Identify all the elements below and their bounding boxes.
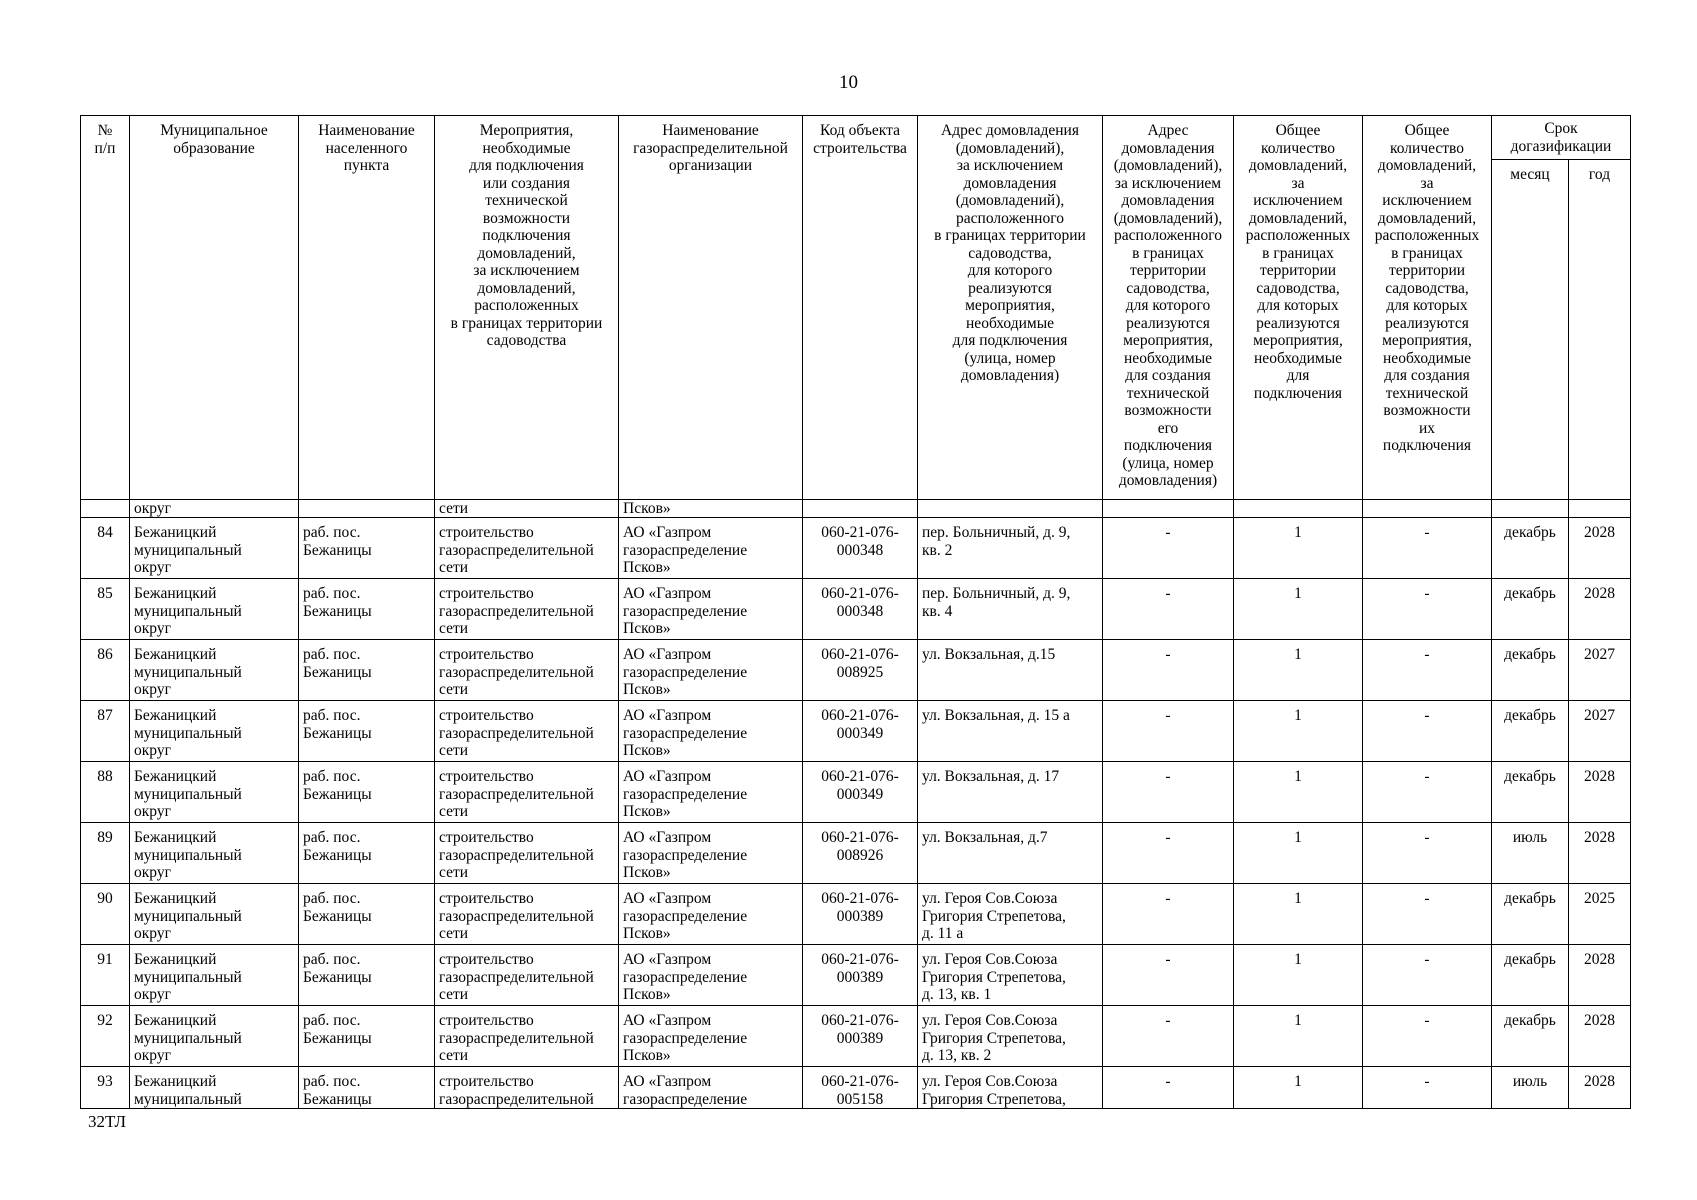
header-month: месяц: [1492, 160, 1569, 500]
cell-total-tech: -: [1363, 823, 1492, 884]
table-header: [81, 116, 1631, 500]
cell-municipality: Бежаницкий муниципальный округ: [130, 640, 299, 701]
cell-address: ул. Героя Сов.Союза Григория Стрепетова, д. 13, кв. 1: [918, 945, 1103, 1006]
cell-measures: строительство газораспределительной: [435, 1067, 619, 1109]
cell-num: 85: [81, 579, 130, 640]
cell-address-garden: -: [1103, 945, 1234, 1006]
cell-gas-org: АО «Газпром газораспределение Псков»: [619, 884, 803, 945]
cell-settlement: раб. пос. Бежаницы: [299, 1006, 435, 1067]
cell-code: [803, 500, 918, 518]
cell-year: 2028: [1569, 518, 1631, 579]
cell-total-connect: 1: [1234, 518, 1363, 579]
cell-municipality: Бежаницкий муниципальный округ: [130, 762, 299, 823]
cell-measures: строительство газораспределительной сети: [435, 945, 619, 1006]
cell-address: [918, 500, 1103, 518]
cell-measures: строительство газораспределительной сети: [435, 1006, 619, 1067]
cell-total-connect: [1234, 500, 1363, 518]
cell-code: 060-21-076- 000349: [803, 701, 918, 762]
cell-num: [81, 500, 130, 518]
cell-total-tech: -: [1363, 701, 1492, 762]
cell-municipality: Бежаницкий муниципальный округ: [130, 884, 299, 945]
cell-year: 2028: [1569, 762, 1631, 823]
cell-year: 2027: [1569, 640, 1631, 701]
cell-measures: строительство газораспределительной сети: [435, 518, 619, 579]
table-row: [81, 1067, 1631, 1109]
cell-gas-org: АО «Газпром газораспределение: [619, 1067, 803, 1109]
table-row: [81, 762, 1631, 823]
cell-month: декабрь: [1492, 762, 1569, 823]
table-row: [81, 640, 1631, 701]
cell-year: 2025: [1569, 884, 1631, 945]
cell-total-tech: -: [1363, 762, 1492, 823]
cell-measures: строительство газораспределительной сети: [435, 884, 619, 945]
cell-total-connect: 1: [1234, 1067, 1363, 1109]
cell-address-garden: -: [1103, 884, 1234, 945]
cell-settlement: раб. пос. Бежаницы: [299, 701, 435, 762]
cell-year: 2027: [1569, 701, 1631, 762]
cell-gas-org: АО «Газпром газораспределение Псков»: [619, 518, 803, 579]
header-year: год: [1569, 160, 1631, 500]
cell-total-connect: 1: [1234, 945, 1363, 1006]
cell-municipality: Бежаницкий муниципальный округ: [130, 701, 299, 762]
cell-measures: строительство газораспределительной сети: [435, 823, 619, 884]
cell-address: ул. Героя Сов.Союза Григория Стрепетова, д. 11 а: [918, 884, 1103, 945]
cell-code: 060-21-076- 008925: [803, 640, 918, 701]
cell-address-garden: -: [1103, 518, 1234, 579]
cell-num: 90: [81, 884, 130, 945]
cell-num: 89: [81, 823, 130, 884]
cell-month: декабрь: [1492, 640, 1569, 701]
cell-total-connect: 1: [1234, 762, 1363, 823]
cell-settlement: раб. пос. Бежаницы: [299, 640, 435, 701]
cell-address: пер. Больничный, д. 9, кв. 2: [918, 518, 1103, 579]
cell-settlement: раб. пос. Бежаницы: [299, 823, 435, 884]
table-row: [81, 579, 1631, 640]
cell-municipality: Бежаницкий муниципальный: [130, 1067, 299, 1109]
cell-settlement: раб. пос. Бежаницы: [299, 518, 435, 579]
cell-measures: строительство газораспределительной сети: [435, 762, 619, 823]
table-row: [81, 823, 1631, 884]
table-body: [81, 500, 1631, 1109]
cell-gas-org: АО «Газпром газораспределение Псков»: [619, 823, 803, 884]
cell-total-tech: -: [1363, 579, 1492, 640]
cell-municipality: Бежаницкий муниципальный округ: [130, 579, 299, 640]
cell-address: ул. Вокзальная, д. 15 а: [918, 701, 1103, 762]
cell-month: декабрь: [1492, 884, 1569, 945]
cell-address-garden: [1103, 500, 1234, 518]
cell-month: декабрь: [1492, 701, 1569, 762]
cell-year: 2028: [1569, 823, 1631, 884]
cell-num: 88: [81, 762, 130, 823]
header-address-excl: Адрес домовладения (домовладений), за исключением домовладения (домовладений), расположенного в границах территории садоводства, для которого реализуются мероприятия, необходимые для подключения (улица, номер домовладения): [918, 116, 1103, 500]
cell-address-garden: -: [1103, 1067, 1234, 1109]
cell-num: 92: [81, 1006, 130, 1067]
table-row: [81, 945, 1631, 1006]
cell-total-tech: -: [1363, 945, 1492, 1006]
header-settlement: Наименование населенного пункта: [299, 116, 435, 500]
header-total-tech: Общее количество домовладений, за исключением домовладений, расположенных в границах территории садоводства, для которых реализуются мероприятия, необходимые для создания технической возможности их подключения: [1363, 116, 1492, 500]
cell-measures: сети: [435, 500, 619, 518]
cell-address-garden: -: [1103, 579, 1234, 640]
header-object-code: Код объекта строительства: [803, 116, 918, 500]
cell-total-tech: -: [1363, 640, 1492, 701]
cell-address-garden: -: [1103, 823, 1234, 884]
cell-num: 93: [81, 1067, 130, 1109]
cell-num: 91: [81, 945, 130, 1006]
cell-settlement: раб. пос. Бежаницы: [299, 945, 435, 1006]
cell-month: [1492, 500, 1569, 518]
cell-total-connect: 1: [1234, 579, 1363, 640]
cell-total-connect: 1: [1234, 1006, 1363, 1067]
cell-municipality: Бежаницкий муниципальный округ: [130, 945, 299, 1006]
cell-num: 84: [81, 518, 130, 579]
continuation-row: [81, 500, 1631, 518]
gasification-table: [80, 115, 1631, 1109]
footer-code: 32ТЛ: [88, 1112, 127, 1131]
cell-total-connect: 1: [1234, 823, 1363, 884]
cell-year: 2028: [1569, 1067, 1631, 1109]
cell-month: июль: [1492, 1067, 1569, 1109]
header-num: № п/п: [81, 116, 130, 500]
cell-settlement: [299, 500, 435, 518]
cell-municipality: Бежаницкий муниципальный округ: [130, 1006, 299, 1067]
cell-municipality: Бежаницкий муниципальный округ: [130, 518, 299, 579]
cell-address-garden: -: [1103, 701, 1234, 762]
cell-month: декабрь: [1492, 945, 1569, 1006]
cell-settlement: раб. пос. Бежаницы: [299, 884, 435, 945]
cell-total-tech: -: [1363, 1067, 1492, 1109]
cell-total-connect: 1: [1234, 640, 1363, 701]
cell-gas-org: АО «Газпром газораспределение Псков»: [619, 579, 803, 640]
cell-total-connect: 1: [1234, 884, 1363, 945]
cell-num: 87: [81, 701, 130, 762]
cell-address-garden: -: [1103, 762, 1234, 823]
cell-gas-org: АО «Газпром газораспределение Псков»: [619, 762, 803, 823]
cell-code: 060-21-076- 000389: [803, 945, 918, 1006]
cell-code: 060-21-076- 000349: [803, 762, 918, 823]
cell-total-tech: [1363, 500, 1492, 518]
cell-municipality: Бежаницкий муниципальный округ: [130, 823, 299, 884]
cell-gas-org: АО «Газпром газораспределение Псков»: [619, 701, 803, 762]
cell-code: 060-21-076- 000348: [803, 579, 918, 640]
page-number: 10: [839, 72, 858, 93]
cell-code: 060-21-076- 000389: [803, 1006, 918, 1067]
header-deadline: Срок догазификации: [1492, 116, 1631, 160]
header-gas-org: Наименование газораспределительной организации: [619, 116, 803, 500]
cell-num: 86: [81, 640, 130, 701]
table-row: [81, 884, 1631, 945]
cell-settlement: раб. пос. Бежаницы: [299, 1067, 435, 1109]
cell-month: декабрь: [1492, 579, 1569, 640]
cell-code: 060-21-076- 008926: [803, 823, 918, 884]
cell-year: 2028: [1569, 1006, 1631, 1067]
cell-gas-org: Псков»: [619, 500, 803, 518]
cell-address: ул. Вокзальная, д.15: [918, 640, 1103, 701]
cell-address-garden: -: [1103, 640, 1234, 701]
cell-municipality: округ: [130, 500, 299, 518]
table-row: [81, 1006, 1631, 1067]
cell-address-garden: -: [1103, 1006, 1234, 1067]
cell-address: ул. Героя Сов.Союза Григория Стрепетова,: [918, 1067, 1103, 1109]
cell-month: июль: [1492, 823, 1569, 884]
cell-total-tech: -: [1363, 884, 1492, 945]
cell-settlement: раб. пос. Бежаницы: [299, 579, 435, 640]
cell-code: 060-21-076- 000348: [803, 518, 918, 579]
cell-gas-org: АО «Газпром газораспределение Псков»: [619, 945, 803, 1006]
cell-gas-org: АО «Газпром газораспределение Псков»: [619, 1006, 803, 1067]
cell-month: декабрь: [1492, 1006, 1569, 1067]
table-row: [81, 518, 1631, 579]
cell-code: 060-21-076- 000389: [803, 884, 918, 945]
cell-year: [1569, 500, 1631, 518]
cell-year: 2028: [1569, 945, 1631, 1006]
cell-year: 2028: [1569, 579, 1631, 640]
cell-settlement: раб. пос. Бежаницы: [299, 762, 435, 823]
header-address-garden: Адрес домовладения (домовладений), за исключением домовладения (домовладений), расположенного в границах территории садоводства, для которого реализуются мероприятия, необходимые для создания технической возможности его подключения (улица, номер домовладения): [1103, 116, 1234, 500]
cell-total-tech: -: [1363, 1006, 1492, 1067]
cell-code: 060-21-076- 005158: [803, 1067, 918, 1109]
cell-address: ул. Вокзальная, д. 17: [918, 762, 1103, 823]
header-municipality: Муниципальное образование: [130, 116, 299, 500]
cell-measures: строительство газораспределительной сети: [435, 579, 619, 640]
cell-address: ул. Героя Сов.Союза Григория Стрепетова, д. 13, кв. 2: [918, 1006, 1103, 1067]
cell-total-connect: 1: [1234, 701, 1363, 762]
table-row: [81, 701, 1631, 762]
cell-total-tech: -: [1363, 518, 1492, 579]
cell-address: пер. Больничный, д. 9, кв. 4: [918, 579, 1103, 640]
header-measures: Мероприятия, необходимые для подключения или создания технической возможности подключения домовладений, за исключением домовладений, расположенных в границах территории садоводства: [435, 116, 619, 500]
cell-address: ул. Вокзальная, д.7: [918, 823, 1103, 884]
header-total-connect: Общее количество домовладений, за исключением домовладений, расположенных в границах территории садоводства, для которых реализуются мероприятия, необходимые для подключения: [1234, 116, 1363, 500]
cell-gas-org: АО «Газпром газораспределение Псков»: [619, 640, 803, 701]
cell-measures: строительство газораспределительной сети: [435, 640, 619, 701]
cell-measures: строительство газораспределительной сети: [435, 701, 619, 762]
cell-month: декабрь: [1492, 518, 1569, 579]
